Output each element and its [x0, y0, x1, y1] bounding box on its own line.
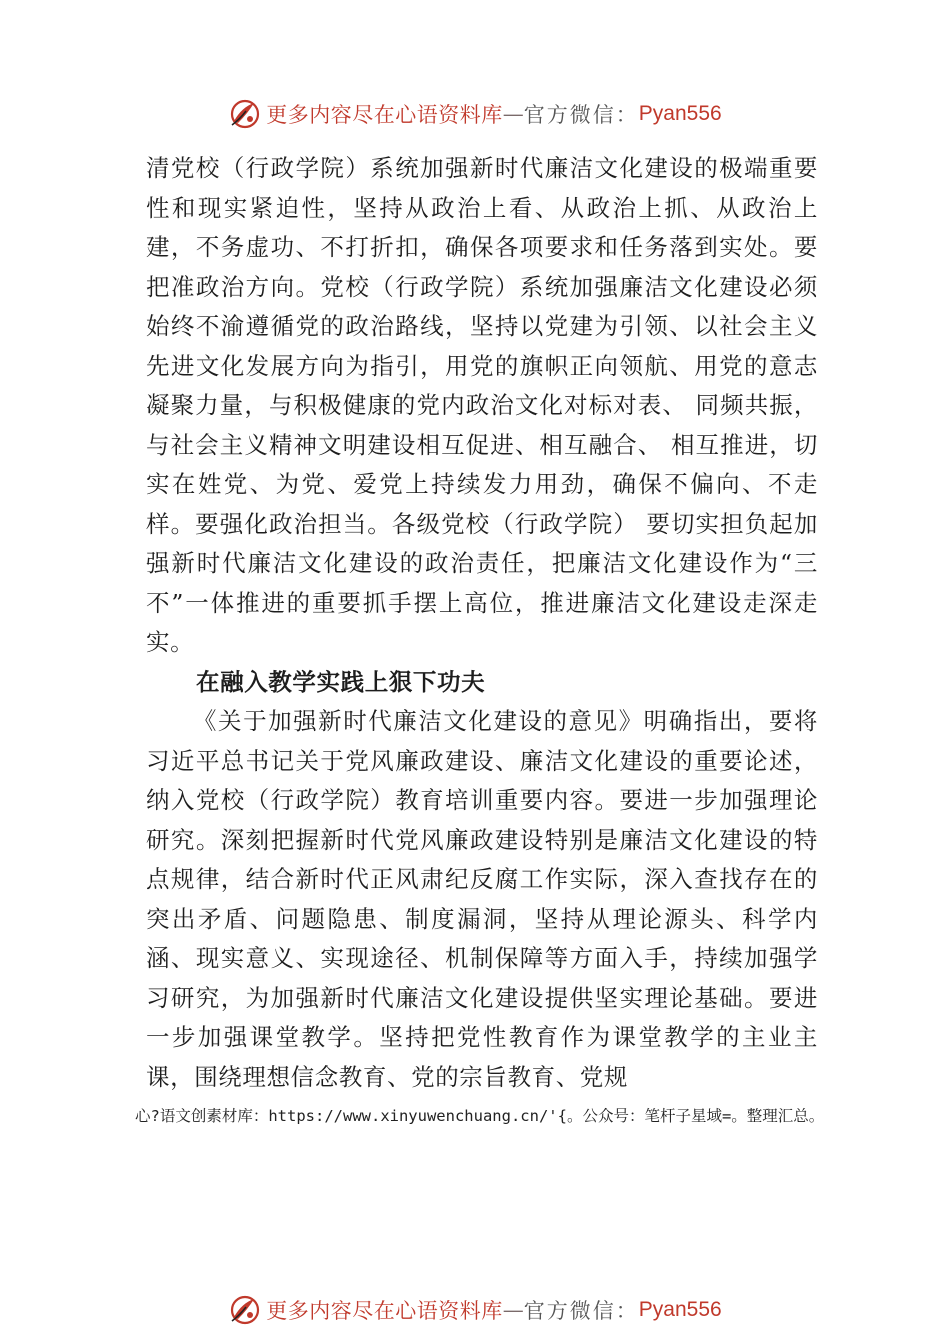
banner-wechat-id: Pyan556 — [638, 102, 722, 125]
banner-label: 官方微信： — [523, 1299, 639, 1323]
brand-logo-icon — [228, 97, 262, 131]
banner-wechat-id: Pyan556 — [638, 1298, 722, 1321]
banner-dash: — — [502, 1298, 524, 1322]
footer-banner — [0, 1290, 950, 1330]
header-banner — [0, 94, 950, 134]
section-heading: 在融入教学实践上狠下功夫 — [196, 667, 486, 696]
document-body — [146, 149, 818, 1097]
brand-logo-icon — [228, 1293, 262, 1327]
paragraph-1: 清党校（行政学院）系统加强新时代廉洁文化建设的极端重要性和现实紧迫性，坚持从政治上看、从政治上抓、从政治上建，不务虚功、不打折扣，确保各项要求和任务落到实处。要把准政治方向。党校（行政学院）系统加强廉洁文化建设必须始终不渝遵循党的政治路线，坚持以党建为引领、以社会主义先进文化发展方向为指引，用党的旗帜正向领航、用党的意志凝聚力量，与积极健康的党内政治文化对标对表、 同频共振，与社会主义精神文明建设相互促进、相互融合、 相互推进，切实在姓党、为党、爱党上持续发力用劲，确保不偏向、不走样。要强化政治担当。各级党校（行政学院） 要切实担负起加强新时代廉洁文化建设的政治责任，把廉洁文化建设作为“三不”一体推进的重要抓手摆上高位，推进廉洁文化建设走深走实。 — [146, 154, 818, 656]
banner-dash: — — [502, 102, 524, 126]
paragraph-2: 《关于加强新时代廉洁文化建设的意见》明确指出，要将习近平总书记关于党风廉政建设、廉洁文化建设的重要论述，纳入党校（行政学院）教育培训重要内容。要进一步加强理论研究。深刻把握新时代党风廉政建设特别是廉洁文化建设的特点规律，结合新时代正风肃纪反腐工作实际，深入查找存在的突出矛盾、问题隐患、制度漏洞，坚持从理论源头、科学内涵、现实意义、实现途径、机制保障等方面入手，持续加强学习研究，为加强新时代廉洁文化建设提供坚实理论基础。要进一步加强课堂教学。坚持把党性教育作为课堂教学的主业主课，围绕理想信念教育、党的宗旨教育、党规 — [146, 707, 818, 1091]
source-footnote: 心?语文创素材库：https://www.xinyuwenchuang.cn/'{。公众号：笔杆子星域=。整理汇总。 — [135, 1107, 825, 1125]
banner-title: 更多内容尽在心语资料库 — [266, 103, 503, 127]
banner-title: 更多内容尽在心语资料库 — [266, 1299, 503, 1323]
banner-label: 官方微信： — [523, 103, 639, 127]
